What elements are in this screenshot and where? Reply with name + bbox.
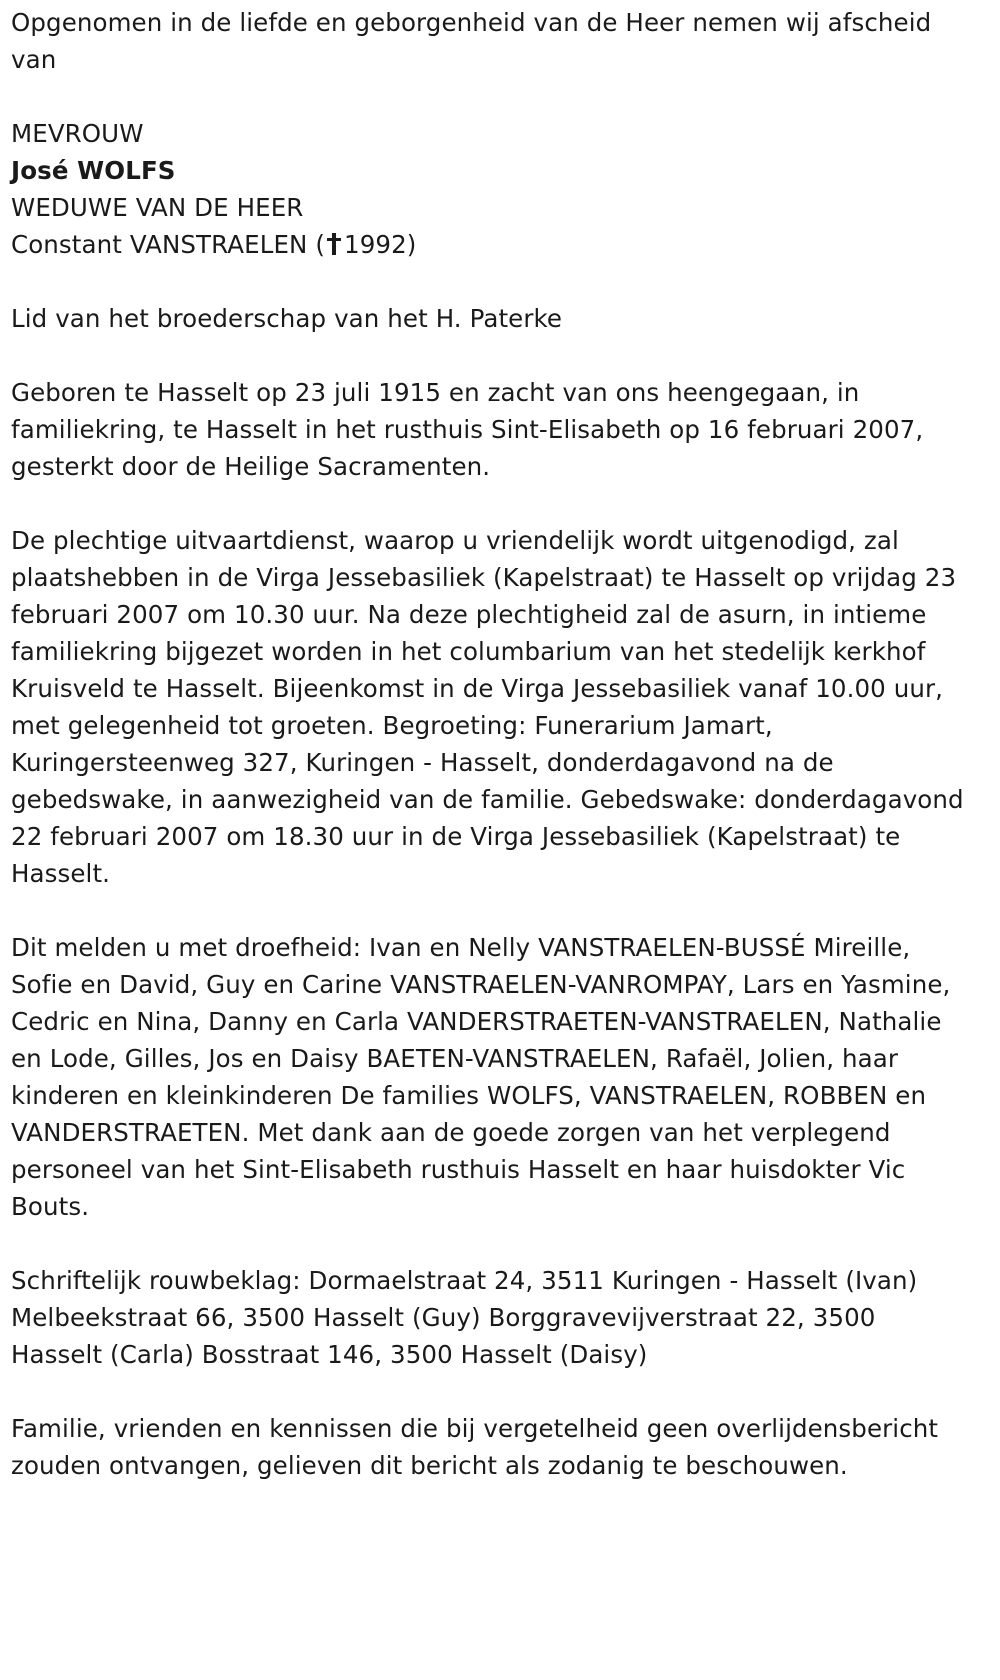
funeral-service-paragraph: De plechtige uitvaartdienst, waarop u vriendelijk wordt uitgenodigd, zal plaatshebben in de Virga Jessebasiliek (Kapelstraat) te Hasselt op vrijdag 23 februari 2007 om 10.30 uur. Na deze plechtigheid zal de asurn, in intieme familiekring bijgezet worden in het columbarium van het stedelijk kerkhof Kruisveld te Hasselt. Bijeenkomst in de Virga Jessebasiliek vanaf 10.00 uur, met gelegenheid tot groeten. Begroeting: Funerarium Jamart, Kuringersteenweg 327, Kuringen - Hasselt, donderdagavond na de gebedswake, in aanwezigheid van de familie. Gebedswake: donderdagavond 22 februari 2007 om 18.30 uur in de Virga Jessebasiliek (Kapelstraat) te Hasselt. [11,526,964,888]
deceased-name: José WOLFS [11,156,176,185]
spouse-line [11,226,965,263]
spouse-death-year: 1992) [344,230,417,259]
spouse-name: Constant VANSTRAELEN ( [11,230,326,259]
birth-death-paragraph: Geboren te Hasselt op 23 juli 1915 en zacht van ons heengegaan, in familiekring, te Hasselt in het rusthuis Sint-Elisabeth op 16 februari 2007, gesterkt door de Heilige Sacramenten. [11,378,924,481]
deceased-block [11,115,965,263]
membership-paragraph: Lid van het broederschap van het H. Paterke [11,304,563,333]
widow-of-line: WEDUWE VAN DE HEER [11,193,304,222]
deceased-title: MEVROUW [11,119,144,148]
condolence-addresses-paragraph: Schriftelijk rouwbeklag: Dormaelstraat 24, 3511 Kuringen - Hasselt (Ivan) Melbeekstraat 66, 3500 Hasselt (Guy) Borggravevijverstraat 22, 3500 Hasselt (Carla) Bosstraat 146, 3500 Hasselt (Daisy) [11,1266,918,1369]
intro-paragraph: Opgenomen in de liefde en geborgenheid van de Heer nemen wij afscheid van [11,8,932,74]
closing-paragraph: Familie, vrienden en kennissen die bij vergetelheid geen overlijdensbericht zouden ontvangen, gelieven dit bericht als zodanig te beschouwen. [11,1414,939,1480]
cross-icon [327,233,341,255]
family-announcement-paragraph: Dit melden u met droefheid: Ivan en Nelly VANSTRAELEN-BUSSÉ Mireille, Sofie en David, Guy en Carine VANSTRAELEN-VANROMPAY, Lars en Yasmine, Cedric en Nina, Danny en Carla VANDERSTRAETEN-VANSTRAELEN, Nathalie en Lode, Gilles, Jos en Daisy BAETEN-VANSTRAELEN, Rafaël, Jolien, haar kinderen en kleinkinderen De families WOLFS, VANSTRAELEN, ROBBEN en VANDERSTRAETEN. Met dank aan de goede zorgen van het verplegend personeel van het Sint-Elisabeth rusthuis Hasselt en haar huisdokter Vic Bouts. [11,933,951,1221]
